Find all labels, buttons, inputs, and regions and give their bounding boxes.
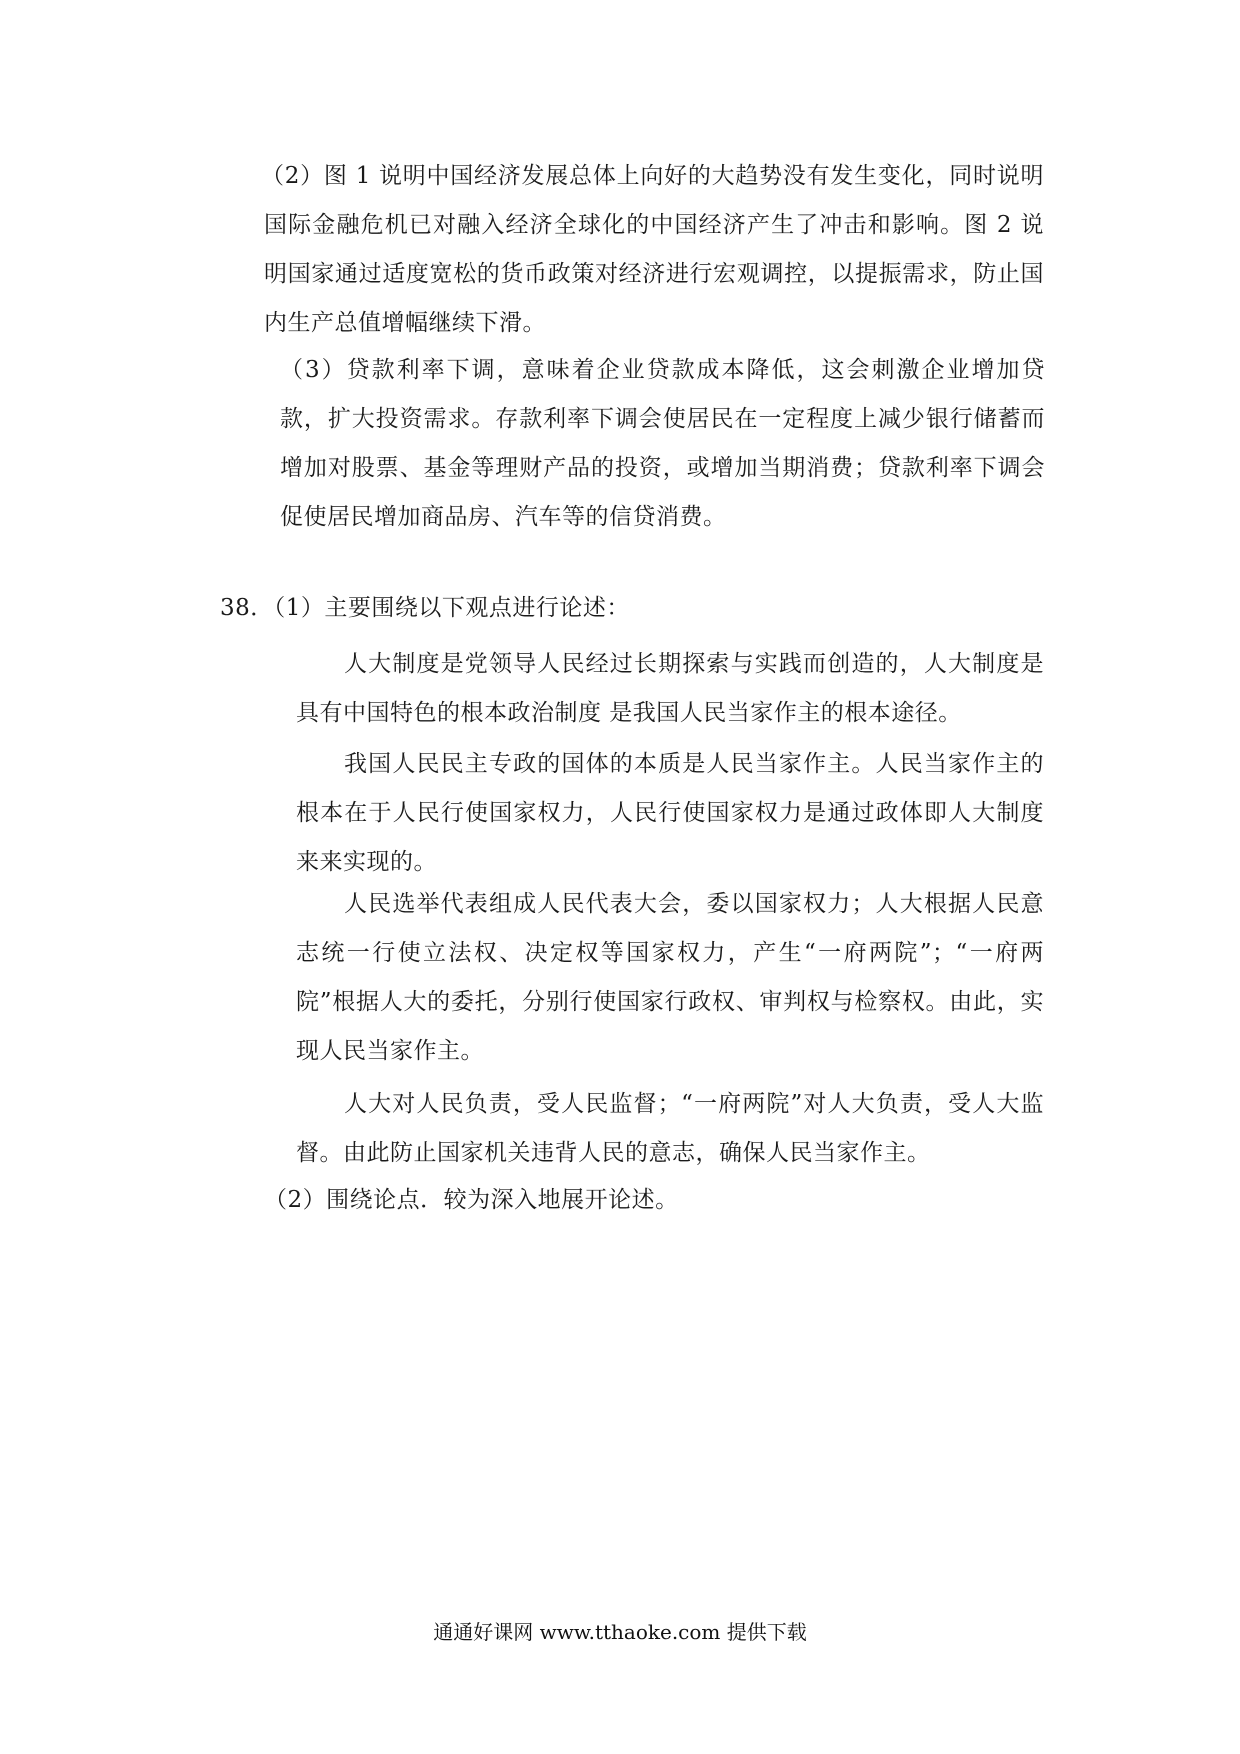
q38-part2: [264, 1176, 1044, 1225]
q38-point-1: 人大制度是党领导人民经过长期探索与实践而创造的，人大制度是具有中国特色的根本政治制度 是我国人民当家作主的根本途径。: [296, 651, 1044, 726]
q37-part2-label: （2）: [261, 163, 324, 189]
q38-part2-text: 围绕论点．较为深入地展开论述。: [326, 1187, 679, 1213]
q38-part1-intro: 主要围绕以下观点进行论述：: [324, 595, 630, 621]
q38-point-3: 人民选举代表组成人民代表大会，委以国家权力；人大根据人民意志统一行使立法权、决定权等国家权力，产生“一府两院”；“一府两院”根据人大的委托，分别行使国家行政权、审判权与检察权。由此，实现人民当家作主。: [296, 891, 1044, 1064]
q37-part2-text: 图 1 说明中国经济发展总体上向好的大趋势没有发生变化，同时说明国际金融危机已对融入经济全球化的中国经济产生了冲击和影响。图 2 说明国家通过适度宽松的货币政策对经济进行宏观调控，以提振需求，防止国内生产总值增幅继续下滑。: [264, 163, 1044, 336]
q37-part2: [261, 152, 1044, 348]
q38-part1-heading: [220, 584, 1040, 633]
page-footer: 通通好课网 www.tthaoke.com 提供下载: [433, 1620, 807, 1644]
q38-point-2: 我国人民民主专政的国体的本质是人民当家作主。人民当家作主的根本在于人民行使国家权力，人民行使国家权力是通过政体即人大制度来来实现的。: [296, 751, 1044, 875]
q38-part1-label: （1）: [273, 595, 325, 621]
q38-point-4: 人大对人民负责，受人民监督；“一府两院”对人大负责，受人大监督。由此防止国家机关违背人民的意志，确保人民当家作主。: [296, 1091, 1044, 1166]
q37-part3-text: 贷款利率下调，意味着企业贷款成本降低，这会刺激企业增加贷款，扩大投资需求。存款利率下调会使居民在一定程度上减少银行储蓄而增加对股票、基金等理财产品的投资，或增加当期消费；贷款利率下调会促使居民增加商品房、汽车等的信贷消费。: [280, 357, 1045, 530]
q38-number: 38．: [220, 595, 274, 621]
q38-part2-label: （2）: [264, 1187, 327, 1213]
q37-part3: [280, 346, 1045, 542]
q37-part3-label: （3）: [280, 357, 347, 383]
